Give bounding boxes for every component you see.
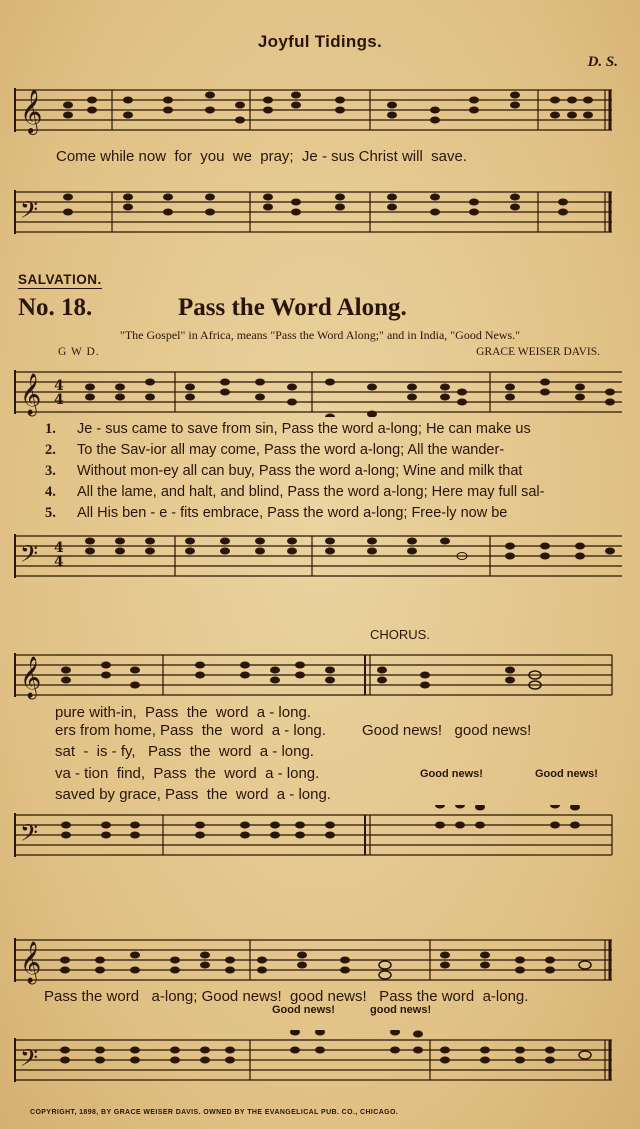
verse-text: Je - sus came to save from sin, Pass the word a-long; He can make us (77, 421, 531, 437)
hymn-subtitle: "The Gospel" in Africa, means "Pass the Word Along;" and in India, "Good News." (119, 328, 521, 342)
line2-verse-5: saved by grace, Pass the word a - long. (55, 786, 331, 803)
bass-staff-system-3 (0, 1030, 640, 1096)
bass-good-news-1: Good news! (420, 768, 483, 780)
line2-verse-4: va - tion find, Pass the word a - long. (55, 765, 320, 782)
verse-text: To the Sav-ior all may come, Pass the word a-long; All the wander- (77, 442, 505, 458)
bass-good-news-2: Good news! (535, 768, 598, 780)
hymn-title: Pass the Word Along. (178, 294, 407, 321)
time-signature-top: 4 (54, 378, 64, 394)
chorus-label: CHORUS. (370, 627, 430, 642)
bass-staff-lines (0, 805, 640, 865)
time-signature-bottom: 4 (54, 554, 64, 570)
treble-clef-icon: 𝄞 (20, 657, 42, 698)
verse-number: 4. (45, 484, 56, 500)
bass-clef-icon: 𝄢 (20, 819, 39, 852)
bass-staff-lines (0, 1030, 640, 1096)
bass-clef-icon: 𝄢 (20, 540, 39, 573)
chorus-good-news: Good news! good news! (362, 722, 532, 739)
treble-clef-icon: 𝄞 (20, 89, 43, 133)
previous-hymn-lyric: Come while now for you we pray; Je - sus Christ will save. (56, 148, 467, 165)
verse-line (45, 421, 531, 438)
verse-line (45, 442, 504, 459)
bass-staff-lines (0, 180, 640, 242)
verse-number: 1. (45, 421, 56, 437)
dal-segno-mark: D. S. (587, 54, 618, 70)
line2-verse-1: pure with-in, Pass the word a - long. (55, 704, 311, 721)
treble-staff-system-1 (0, 362, 640, 417)
verse-number: 5. (45, 505, 56, 521)
bass-staff-lines (0, 526, 640, 586)
treble-staff-lines (0, 928, 640, 988)
bass-staff-previous (0, 180, 640, 242)
bass-clef-icon: 𝄢 (20, 1044, 39, 1077)
treble-staff-lines (0, 78, 640, 140)
verse-text: All His ben - e - fits embrace, Pass the word a-long; Free-ly now be (77, 505, 508, 521)
composer-credit: G W D. (58, 346, 100, 358)
line2-verse-3: sat - is - fy, Pass the word a - long. (55, 743, 314, 760)
verse-number: 3. (45, 463, 56, 479)
verse-text: All the lame, and halt, and blind, Pass the word a-long; Here may full sal- (77, 484, 545, 500)
bass-clef-icon: 𝄢 (20, 196, 39, 229)
verse-text: Without mon-ey all can buy, Pass the word a-long; Wine and milk that (77, 463, 523, 479)
treble-clef-icon: 𝄞 (20, 942, 42, 983)
treble-staff-lines (0, 645, 640, 700)
copyright-notice: COPYRIGHT, 1898, BY GRACE WEISER DAVIS. OWNED BY THE EVANGELICAL PUB. CO., CHICAGO. (30, 1109, 399, 1116)
treble-staff-system-2 (0, 645, 640, 700)
author-credit: GRACE WEISER DAVIS. (476, 346, 600, 358)
line2-verse-2: ers from home, Pass the word a - long. (55, 722, 326, 739)
bass-staff-system-1 (0, 526, 640, 586)
final-lyric: Pass the word a-long; Good news! good news! Pass the word a-long. (44, 988, 529, 1005)
final-bass-good-news-2: good news! (370, 1004, 432, 1016)
time-signature-bottom: 4 (54, 392, 64, 408)
bass-staff-system-2 (0, 805, 640, 865)
verse-line (45, 505, 507, 522)
verse-line (45, 484, 544, 501)
verse-line (45, 463, 522, 480)
treble-staff-system-3 (0, 928, 640, 988)
final-bass-good-news-1: Good news! (272, 1004, 335, 1016)
treble-clef-icon: 𝄞 (20, 374, 42, 415)
verse-number: 2. (45, 442, 56, 458)
treble-staff-previous (0, 78, 640, 140)
time-signature-top: 4 (54, 540, 64, 556)
hymn-number: No. 18. (18, 294, 93, 321)
treble-staff-lines (0, 362, 640, 417)
section-heading: SALVATION. (18, 272, 102, 287)
previous-hymn-title: Joyful Tidings. (257, 32, 383, 51)
